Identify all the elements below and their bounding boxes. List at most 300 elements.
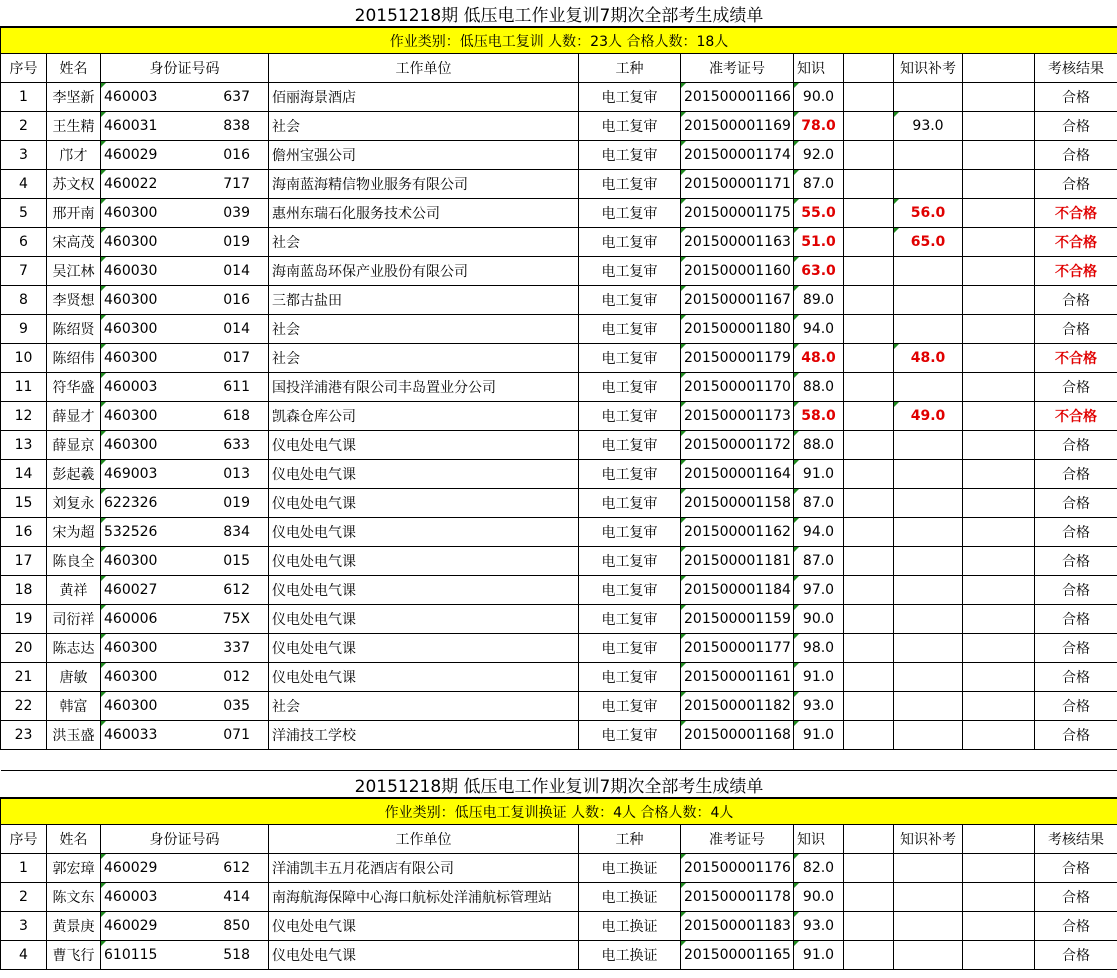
- cell-score: 89.0: [794, 286, 844, 315]
- cell-result: 合格: [1035, 854, 1117, 883]
- cell-job: 电工复审: [579, 547, 681, 576]
- cell-blank2: [963, 721, 1035, 750]
- cell-retake: [894, 605, 963, 634]
- cell-score: 92.0: [794, 141, 844, 170]
- cell-blank2: [963, 912, 1035, 941]
- cell-retake: 93.0: [894, 112, 963, 141]
- cell-blank1: [844, 228, 894, 257]
- table-row: [1, 854, 1117, 883]
- table-row: [1, 721, 1117, 750]
- id-redaction: [164, 229, 220, 255]
- id-redaction: [164, 722, 220, 748]
- cell-blank1: [844, 605, 894, 634]
- cell-score: 63.0: [794, 257, 844, 286]
- cell-name: 李贤想: [47, 286, 101, 315]
- header-row: [1, 54, 1117, 83]
- cell-job: 电工复审: [579, 257, 681, 286]
- cell-exam: 201500001181: [681, 547, 794, 576]
- cell-score: 82.0: [794, 854, 844, 883]
- id-prefix: 460006: [104, 611, 158, 627]
- table-row: [1, 941, 1117, 970]
- cell-result: 合格: [1035, 605, 1117, 634]
- cell-no: 22: [1, 692, 47, 721]
- cell-job: 电工复审: [579, 315, 681, 344]
- cell-blank2: [963, 489, 1035, 518]
- cell-name: 洪玉盛: [47, 721, 101, 750]
- cell-id: [101, 199, 269, 228]
- cell-retake: [894, 373, 963, 402]
- id-redaction: [164, 664, 220, 690]
- cell-score: 97.0: [794, 576, 844, 605]
- col-header-result: 考核结果: [1035, 54, 1117, 83]
- id-suffix: 612: [223, 860, 250, 876]
- cell-job: 电工复审: [579, 605, 681, 634]
- cell-job: 电工复审: [579, 112, 681, 141]
- table-row: [1, 257, 1117, 286]
- col-header-job: 工种: [579, 54, 681, 83]
- cell-result: 合格: [1035, 83, 1117, 112]
- cell-unit: 惠州东瑞石化服务技术公司: [269, 199, 579, 228]
- cell-result: 不合格: [1035, 199, 1117, 228]
- id-redaction: [164, 577, 220, 603]
- cell-name: 郭宏璋: [47, 854, 101, 883]
- id-prefix: 460029: [104, 147, 158, 163]
- cell-job: 电工复审: [579, 344, 681, 373]
- table-row: [1, 663, 1117, 692]
- cell-name: 陈绍贤: [47, 315, 101, 344]
- col-header-retake: 知识补考: [894, 825, 963, 854]
- cell-result: 合格: [1035, 663, 1117, 692]
- cell-retake: [894, 692, 963, 721]
- cell-blank2: [963, 141, 1035, 170]
- table-row: [1, 547, 1117, 576]
- cell-name: 邢开南: [47, 199, 101, 228]
- id-prefix: 460022: [104, 176, 158, 192]
- cell-name: 陈志达: [47, 634, 101, 663]
- cell-result: 合格: [1035, 141, 1117, 170]
- cell-retake: 65.0: [894, 228, 963, 257]
- cell-blank2: [963, 547, 1035, 576]
- cell-job: 电工复审: [579, 518, 681, 547]
- cell-unit: 仪电处电气课: [269, 431, 579, 460]
- cell-result: 合格: [1035, 634, 1117, 663]
- id-suffix: 016: [223, 147, 250, 163]
- id-prefix: 460300: [104, 640, 158, 656]
- cell-id: [101, 663, 269, 692]
- cell-retake: 56.0: [894, 199, 963, 228]
- cell-score: 90.0: [794, 883, 844, 912]
- id-redaction: [164, 635, 220, 661]
- cell-name: 陈良全: [47, 547, 101, 576]
- cell-name: 司衍祥: [47, 605, 101, 634]
- cell-result: 合格: [1035, 170, 1117, 199]
- cell-score: 91.0: [794, 663, 844, 692]
- table-row: [1, 228, 1117, 257]
- cell-id: [101, 692, 269, 721]
- cell-unit: 仪电处电气课: [269, 663, 579, 692]
- cell-id: [101, 547, 269, 576]
- cell-unit: 三都古盐田: [269, 286, 579, 315]
- cell-blank1: [844, 489, 894, 518]
- table-row: [1, 692, 1117, 721]
- cell-retake: [894, 286, 963, 315]
- cell-job: 电工复审: [579, 634, 681, 663]
- cell-no: 4: [1, 170, 47, 199]
- cell-name: 薛显京: [47, 431, 101, 460]
- cell-exam: 201500001174: [681, 141, 794, 170]
- cell-result: 合格: [1035, 721, 1117, 750]
- cell-unit: 社会: [269, 228, 579, 257]
- col-header-job: 工种: [579, 825, 681, 854]
- id-suffix: 014: [223, 321, 250, 337]
- cell-job: 电工复审: [579, 228, 681, 257]
- id-suffix: 518: [223, 947, 250, 963]
- cell-name: 刘复永: [47, 489, 101, 518]
- cell-result: 合格: [1035, 315, 1117, 344]
- cell-blank1: [844, 402, 894, 431]
- cell-name: 符华盛: [47, 373, 101, 402]
- cell-blank1: [844, 721, 894, 750]
- cell-exam: 201500001163: [681, 228, 794, 257]
- cell-blank1: [844, 912, 894, 941]
- col-header-result: 考核结果: [1035, 825, 1117, 854]
- cell-blank1: [844, 83, 894, 112]
- id-redaction: [164, 490, 220, 516]
- cell-exam: 201500001159: [681, 605, 794, 634]
- cell-result: 合格: [1035, 692, 1117, 721]
- id-suffix: 014: [223, 263, 250, 279]
- cell-exam: 201500001166: [681, 83, 794, 112]
- cell-score: 87.0: [794, 170, 844, 199]
- id-suffix: 039: [223, 205, 250, 221]
- id-suffix: 015: [223, 553, 250, 569]
- cell-blank1: [844, 854, 894, 883]
- col-header-score: 知识: [794, 54, 844, 83]
- cell-result: 合格: [1035, 912, 1117, 941]
- table-row: [1, 344, 1117, 373]
- cell-unit: 仪电处电气课: [269, 460, 579, 489]
- cell-job: 电工复审: [579, 663, 681, 692]
- cell-score: 94.0: [794, 315, 844, 344]
- cell-unit: 洋浦凯丰五月花酒店有限公司: [269, 854, 579, 883]
- col-header-no: 序号: [1, 54, 47, 83]
- id-redaction: [164, 84, 220, 110]
- cell-no: 18: [1, 576, 47, 605]
- cell-score: 88.0: [794, 373, 844, 402]
- cell-exam: 201500001169: [681, 112, 794, 141]
- cell-blank2: [963, 431, 1035, 460]
- cell-blank2: [963, 199, 1035, 228]
- cell-no: 8: [1, 286, 47, 315]
- id-suffix: 834: [223, 524, 250, 540]
- id-suffix: 414: [223, 889, 250, 905]
- cell-name: 宋为超: [47, 518, 101, 547]
- table-row: [1, 489, 1117, 518]
- cell-exam: 201500001171: [681, 170, 794, 199]
- cell-blank1: [844, 663, 894, 692]
- cell-blank1: [844, 941, 894, 970]
- id-prefix: 610115: [104, 947, 158, 963]
- table-row: [1, 518, 1117, 547]
- cell-id: [101, 941, 269, 970]
- cell-job: 电工复审: [579, 199, 681, 228]
- table-row: [1, 373, 1117, 402]
- cell-job: 电工复审: [579, 460, 681, 489]
- cell-blank2: [963, 83, 1035, 112]
- cell-name: 陈绍伟: [47, 344, 101, 373]
- cell-retake: [894, 634, 963, 663]
- cell-job: 电工复审: [579, 721, 681, 750]
- id-prefix: 460300: [104, 234, 158, 250]
- table-row: [1, 315, 1117, 344]
- cell-name: 彭起羲: [47, 460, 101, 489]
- cell-unit: 社会: [269, 112, 579, 141]
- cell-exam: 201500001170: [681, 373, 794, 402]
- cell-id: [101, 228, 269, 257]
- cell-id: [101, 634, 269, 663]
- id-redaction: [164, 855, 220, 881]
- cell-exam: 201500001179: [681, 344, 794, 373]
- cell-blank2: [963, 518, 1035, 547]
- id-suffix: 838: [223, 118, 250, 134]
- cell-unit: 凯森仓库公司: [269, 402, 579, 431]
- cell-unit: 国投洋浦港有限公司丰岛置业分公司: [269, 373, 579, 402]
- cell-id: [101, 83, 269, 112]
- table-row: [1, 883, 1117, 912]
- cell-unit: 仪电处电气课: [269, 605, 579, 634]
- cell-job: 电工复审: [579, 489, 681, 518]
- cell-exam: 201500001183: [681, 912, 794, 941]
- cell-id: [101, 912, 269, 941]
- cell-score: 55.0: [794, 199, 844, 228]
- cell-blank1: [844, 141, 894, 170]
- id-redaction: [164, 884, 220, 910]
- id-suffix: 071: [223, 727, 250, 743]
- cell-unit: 社会: [269, 344, 579, 373]
- cell-unit: 社会: [269, 692, 579, 721]
- id-suffix: 016: [223, 292, 250, 308]
- col-header-name: 姓名: [47, 54, 101, 83]
- cell-exam: 201500001178: [681, 883, 794, 912]
- cell-unit: 海南蓝海精信物业服务有限公司: [269, 170, 579, 199]
- cell-blank2: [963, 605, 1035, 634]
- col-header-blank1: [844, 825, 894, 854]
- cell-blank2: [963, 286, 1035, 315]
- cell-id: [101, 460, 269, 489]
- cell-blank2: [963, 460, 1035, 489]
- cell-no: 1: [1, 83, 47, 112]
- cell-result: 合格: [1035, 373, 1117, 402]
- cell-blank1: [844, 344, 894, 373]
- cell-blank2: [963, 344, 1035, 373]
- cell-no: 16: [1, 518, 47, 547]
- cell-id: [101, 721, 269, 750]
- cell-result: 不合格: [1035, 257, 1117, 286]
- cell-retake: [894, 941, 963, 970]
- cell-name: 薛显才: [47, 402, 101, 431]
- col-header-unit: 工作单位: [269, 54, 579, 83]
- table-gap: [0, 750, 1117, 770]
- cell-no: 5: [1, 199, 47, 228]
- cell-score: 90.0: [794, 605, 844, 634]
- cell-unit: 仪电处电气课: [269, 576, 579, 605]
- cell-no: 3: [1, 912, 47, 941]
- cell-id: [101, 344, 269, 373]
- cell-retake: [894, 883, 963, 912]
- id-prefix: 460003: [104, 379, 158, 395]
- col-header-blank2: [963, 825, 1035, 854]
- cell-score: 90.0: [794, 83, 844, 112]
- cell-no: 3: [1, 141, 47, 170]
- cell-job: 电工换证: [579, 883, 681, 912]
- cell-no: 21: [1, 663, 47, 692]
- cell-retake: [894, 141, 963, 170]
- table-row: [1, 112, 1117, 141]
- cell-retake: [894, 257, 963, 286]
- id-prefix: 460003: [104, 89, 158, 105]
- cell-result: 不合格: [1035, 228, 1117, 257]
- cell-score: 48.0: [794, 344, 844, 373]
- id-prefix: 460300: [104, 321, 158, 337]
- cell-score: 87.0: [794, 489, 844, 518]
- id-redaction: [164, 913, 220, 939]
- id-suffix: 035: [223, 698, 250, 714]
- cell-id: [101, 112, 269, 141]
- cell-job: 电工复审: [579, 141, 681, 170]
- table-row: [1, 460, 1117, 489]
- cell-result: 合格: [1035, 518, 1117, 547]
- cell-result: 不合格: [1035, 344, 1117, 373]
- id-prefix: 460300: [104, 553, 158, 569]
- cell-retake: [894, 663, 963, 692]
- cell-score: 88.0: [794, 431, 844, 460]
- cell-id: [101, 854, 269, 883]
- id-redaction: [164, 374, 220, 400]
- col-header-retake: 知识补考: [894, 54, 963, 83]
- id-prefix: 460300: [104, 292, 158, 308]
- cell-score: 93.0: [794, 912, 844, 941]
- cell-job: 电工复审: [579, 431, 681, 460]
- cell-retake: 49.0: [894, 402, 963, 431]
- id-redaction: [164, 142, 220, 168]
- col-header-name: 姓名: [47, 825, 101, 854]
- cell-score: 87.0: [794, 547, 844, 576]
- id-prefix: 460300: [104, 698, 158, 714]
- cell-exam: 201500001161: [681, 663, 794, 692]
- id-suffix: 75X: [222, 611, 250, 627]
- cell-name: 曹飞行: [47, 941, 101, 970]
- cell-score: 91.0: [794, 721, 844, 750]
- cell-no: 2: [1, 112, 47, 141]
- cell-blank2: [963, 663, 1035, 692]
- table-title: 20151218期 低压电工作业复训7期次全部考生成绩单: [1, 0, 1117, 27]
- cell-blank2: [963, 170, 1035, 199]
- cell-job: 电工换证: [579, 912, 681, 941]
- id-prefix: 460300: [104, 408, 158, 424]
- cell-exam: 201500001172: [681, 431, 794, 460]
- cell-job: 电工复审: [579, 402, 681, 431]
- cell-blank2: [963, 854, 1035, 883]
- cell-blank1: [844, 547, 894, 576]
- cell-blank1: [844, 692, 894, 721]
- table-row: [1, 199, 1117, 228]
- cell-result: 合格: [1035, 112, 1117, 141]
- id-prefix: 532526: [104, 524, 158, 540]
- cell-blank1: [844, 431, 894, 460]
- cell-score: 91.0: [794, 941, 844, 970]
- id-prefix: 460033: [104, 727, 158, 743]
- cell-job: 电工复审: [579, 83, 681, 112]
- id-suffix: 618: [223, 408, 250, 424]
- cell-result: 合格: [1035, 460, 1117, 489]
- id-prefix: 460003: [104, 889, 158, 905]
- cell-retake: [894, 547, 963, 576]
- col-header-no: 序号: [1, 825, 47, 854]
- id-redaction: [164, 200, 220, 226]
- cell-blank1: [844, 373, 894, 402]
- cell-score: 94.0: [794, 518, 844, 547]
- cell-name: 吴江林: [47, 257, 101, 286]
- cell-blank1: [844, 170, 894, 199]
- cell-name: 邝才: [47, 141, 101, 170]
- cell-no: 11: [1, 373, 47, 402]
- cell-retake: [894, 576, 963, 605]
- cell-blank2: [963, 576, 1035, 605]
- table-row: [1, 605, 1117, 634]
- cell-blank2: [963, 402, 1035, 431]
- cell-job: 电工复审: [579, 286, 681, 315]
- col-header-exam: 准考证号: [681, 825, 794, 854]
- id-redaction: [164, 287, 220, 313]
- cell-retake: [894, 721, 963, 750]
- cell-name: 陈文东: [47, 883, 101, 912]
- id-redaction: [164, 258, 220, 284]
- col-header-blank2: [963, 54, 1035, 83]
- cell-blank2: [963, 883, 1035, 912]
- cell-result: 不合格: [1035, 402, 1117, 431]
- id-suffix: 612: [223, 582, 250, 598]
- id-prefix: 460029: [104, 918, 158, 934]
- cell-name: 黄景庚: [47, 912, 101, 941]
- col-header-unit: 工作单位: [269, 825, 579, 854]
- header-row: [1, 825, 1117, 854]
- cell-no: 2: [1, 883, 47, 912]
- cell-blank2: [963, 228, 1035, 257]
- cell-no: 17: [1, 547, 47, 576]
- id-redaction: [164, 519, 220, 545]
- cell-id: [101, 883, 269, 912]
- cell-retake: [894, 854, 963, 883]
- cell-score: 98.0: [794, 634, 844, 663]
- cell-id: [101, 315, 269, 344]
- table-row: [1, 286, 1117, 315]
- cell-id: [101, 402, 269, 431]
- id-prefix: 460027: [104, 582, 158, 598]
- id-suffix: 850: [223, 918, 250, 934]
- cell-result: 合格: [1035, 883, 1117, 912]
- table-row: [1, 634, 1117, 663]
- cell-unit: 南海航海保障中心海口航标处洋浦航标管理站: [269, 883, 579, 912]
- cell-exam: 201500001162: [681, 518, 794, 547]
- cell-blank1: [844, 315, 894, 344]
- col-header-id: 身份证号码: [101, 54, 269, 83]
- cell-result: 合格: [1035, 489, 1117, 518]
- cell-id: [101, 141, 269, 170]
- cell-job: 电工复审: [579, 373, 681, 402]
- cell-score: 51.0: [794, 228, 844, 257]
- cell-blank2: [963, 373, 1035, 402]
- cell-id: [101, 286, 269, 315]
